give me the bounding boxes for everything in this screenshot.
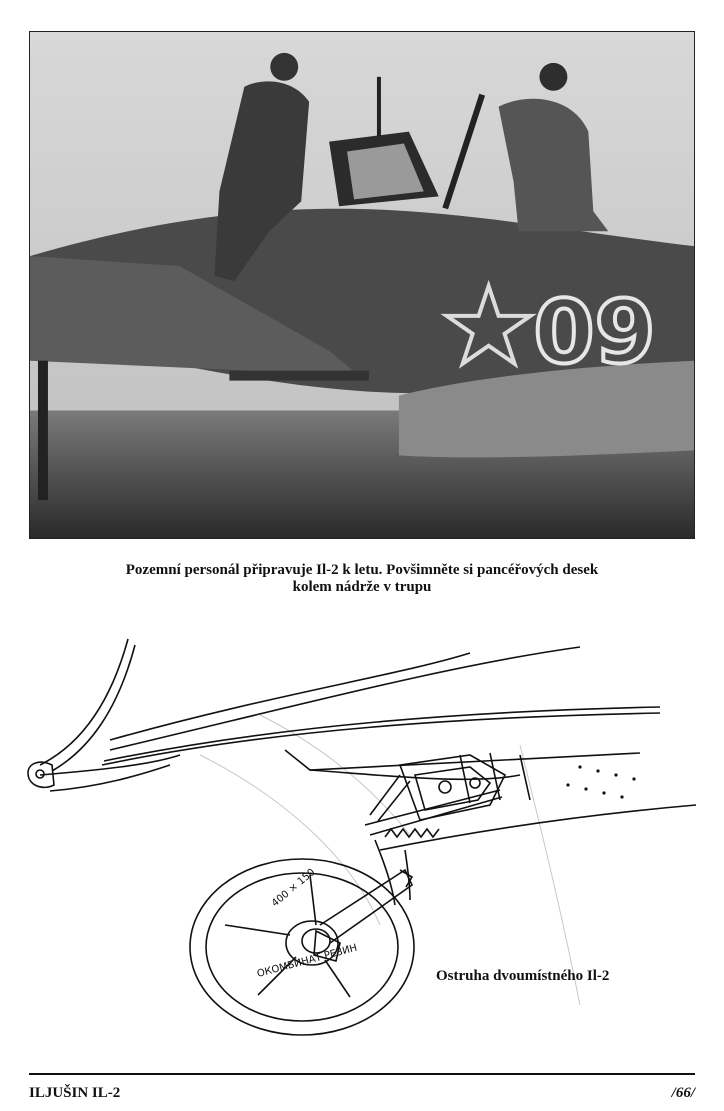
footer-divider: [29, 1073, 695, 1075]
tire-maker-label: ОКОМБИНАТ РЕЗИН: [255, 942, 359, 980]
photo-caption: [60, 562, 664, 596]
tire-size-label: 400 × 150: [269, 866, 318, 910]
photo-caption-line-1: Pozemní personál připravuje Il-2 k letu. Povšimněte si pancéřových desek: [125, 562, 599, 578]
page-number: /66/: [671, 1085, 695, 1101]
footer-title: ILJUŠIN IL-2: [29, 1085, 121, 1101]
aircraft-number: 09: [533, 281, 656, 384]
aircraft-photo: [29, 31, 695, 539]
photo-caption-line-2: kolem nádrže v trupu: [292, 579, 432, 595]
drawing-caption: Ostruha dvoumístného Il-2: [436, 968, 610, 984]
